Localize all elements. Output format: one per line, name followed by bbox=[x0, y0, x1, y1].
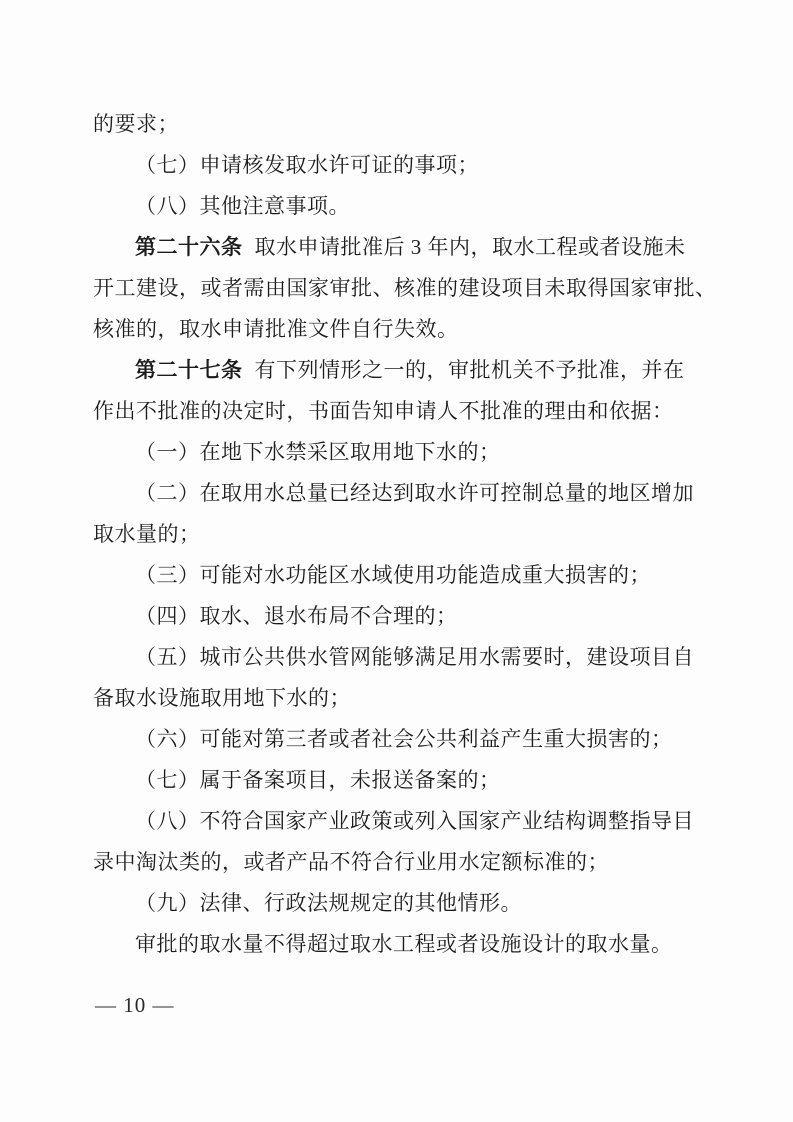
footer-page-number: — 10 — bbox=[95, 993, 175, 1017]
line-text: 审批的取水量不得超过取水工程或者设施设计的取水量。 bbox=[135, 932, 673, 956]
text-line bbox=[93, 801, 733, 842]
line-text: （一）在地下水禁采区取用地下水的； bbox=[135, 440, 501, 464]
line-text: 核准的，取水申请批准文件自行失效。 bbox=[93, 317, 459, 341]
line-text: 的要求； bbox=[93, 112, 179, 136]
text-line bbox=[93, 309, 733, 350]
line-text: 取水量的； bbox=[93, 522, 201, 546]
text-line bbox=[93, 186, 733, 227]
line-text: （八）其他注意事项。 bbox=[135, 194, 350, 218]
article-number: 第二十七条 bbox=[135, 359, 243, 382]
text-line bbox=[93, 104, 733, 145]
text-line bbox=[93, 432, 733, 473]
text-line bbox=[93, 637, 733, 678]
line-text: 开工建设，或者需由国家审批、核准的建设项目未取得国家审批、 bbox=[93, 276, 717, 300]
text-line bbox=[93, 719, 733, 760]
article-number: 第二十六条 bbox=[135, 236, 243, 259]
text-line bbox=[93, 514, 733, 555]
text-line bbox=[93, 268, 733, 309]
text-line bbox=[93, 227, 733, 268]
text-line bbox=[93, 760, 733, 801]
text-line bbox=[93, 596, 733, 637]
line-text: 取水申请批准后 3 年内，取水工程或者设施未 bbox=[254, 235, 686, 259]
text-line bbox=[93, 883, 733, 924]
text-line bbox=[93, 391, 733, 432]
line-text: （九）法律、行政法规规定的其他情形。 bbox=[135, 891, 522, 915]
line-text: 作出不批准的决定时，书面告知申请人不批准的理由和依据： bbox=[93, 399, 674, 423]
text-line bbox=[93, 842, 733, 883]
text-line bbox=[93, 350, 733, 391]
line-text: （四）取水、退水布局不合理的； bbox=[135, 604, 458, 628]
document-body bbox=[93, 104, 733, 965]
line-text: （二）在取用水总量已经达到取水许可控制总量的地区增加 bbox=[135, 481, 694, 505]
line-text: （七）属于备案项目，未报送备案的； bbox=[135, 768, 501, 792]
text-line bbox=[93, 924, 733, 965]
line-text: （六）可能对第三者或者社会公共利益产生重大损害的； bbox=[135, 727, 673, 751]
line-text: （八）不符合国家产业政策或列入国家产业结构调整指导目 bbox=[135, 809, 694, 833]
line-text: 有下列情形之一的，审批机关不予批准，并在 bbox=[254, 358, 685, 382]
line-text: （三）可能对水功能区水域使用功能造成重大损害的； bbox=[135, 563, 651, 587]
line-text: （七）申请核发取水许可证的事项； bbox=[135, 153, 479, 177]
line-text: 备取水设施取用地下水的； bbox=[93, 686, 351, 710]
text-line bbox=[93, 145, 733, 186]
line-text: （五）城市公共供水管网能够满足用水需要时，建设项目自 bbox=[135, 645, 694, 669]
line-text: 录中淘汰类的，或者产品不符合行业用水定额标准的； bbox=[93, 850, 609, 874]
text-line bbox=[93, 555, 733, 596]
text-line bbox=[93, 473, 733, 514]
text-line bbox=[93, 678, 733, 719]
